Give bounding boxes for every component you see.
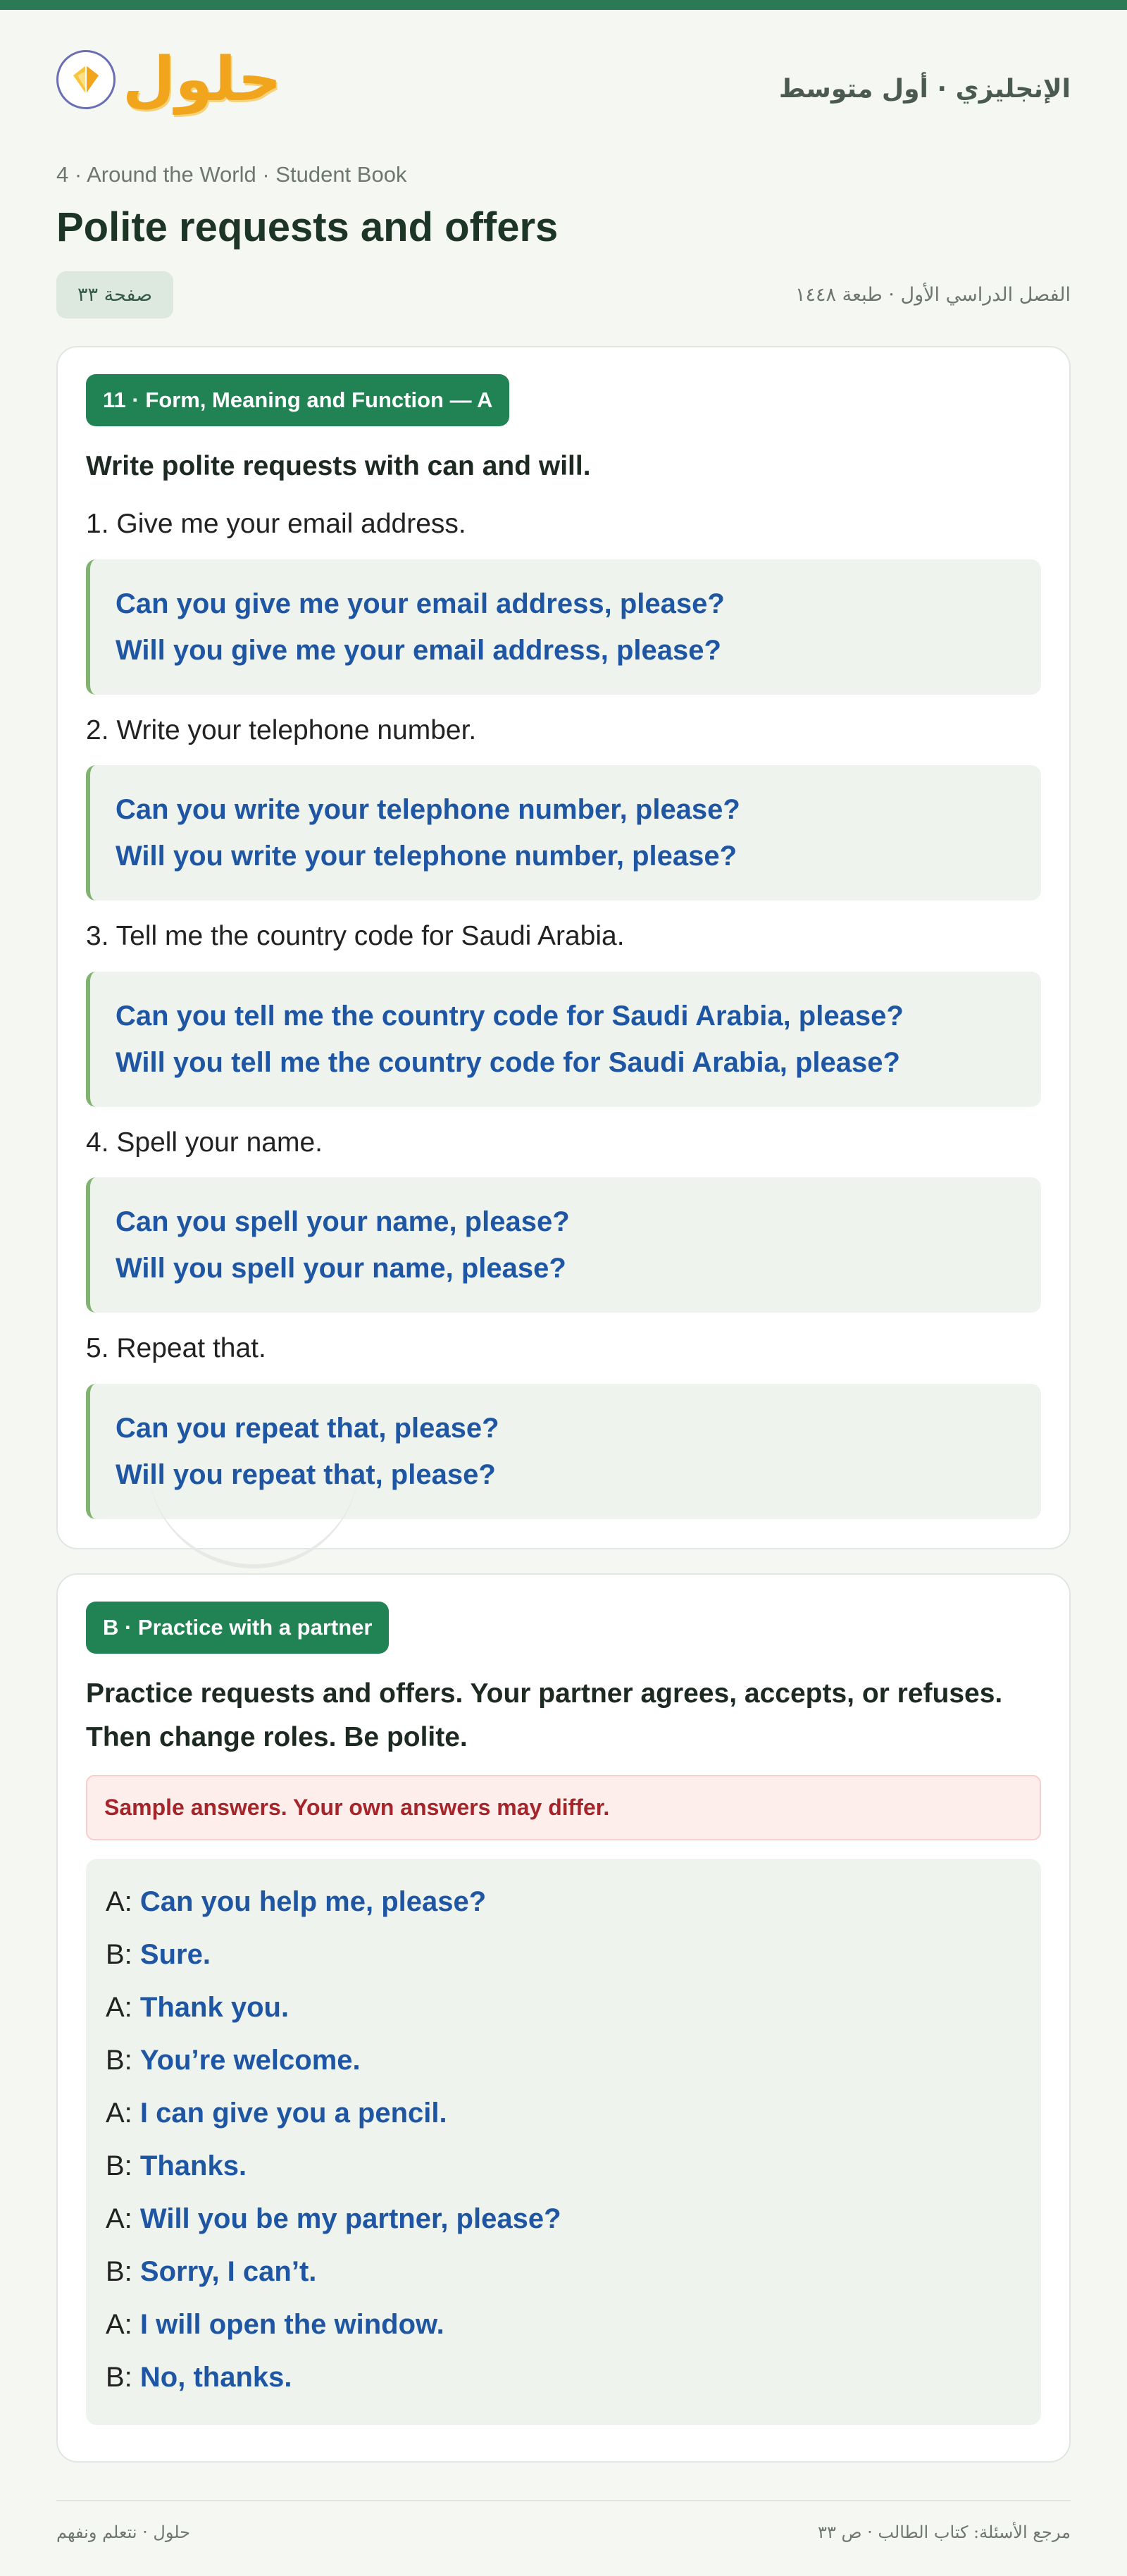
dialogue-answer: Sure. xyxy=(139,1939,211,1971)
dialogue-line xyxy=(106,2246,1021,2298)
meta-row xyxy=(56,271,1071,321)
speaker-label: A: xyxy=(106,2098,132,2129)
footer-reference: مرجع الأسئلة: كتاب الطالب · ص ٣٣ xyxy=(818,2522,1071,2542)
section-badge: B · Practice with a partner xyxy=(86,1602,389,1654)
speaker-label: A: xyxy=(106,1992,132,2024)
exercise-instruction: Practice requests and offers. Your partner agrees, accepts, or refuses. Then change roles. Be polite. xyxy=(86,1678,1003,1753)
dialogue-answer: Sorry, I can’t. xyxy=(139,2256,317,2288)
subject-title: الإنجليزي · أول متوسط xyxy=(778,75,1071,104)
answer-box xyxy=(86,559,1041,695)
footer-brand: حلول · نتعلم ونفهم xyxy=(56,2522,190,2542)
site-logo[interactable] xyxy=(56,44,282,115)
exercise-instruction: Write polite requests with can and will. xyxy=(86,450,591,481)
exercise-card-a xyxy=(56,346,1071,1549)
answer-box xyxy=(86,972,1041,1107)
page-header xyxy=(56,10,1071,151)
dialogue-answer: You’re welcome. xyxy=(139,2045,361,2076)
dialogue-answer: No, thanks. xyxy=(139,2362,292,2394)
speaker-label: B: xyxy=(106,2150,132,2182)
answer-line: Will you write your telephone number, please? xyxy=(116,841,737,872)
dialogue-answer: I can give you a pencil. xyxy=(139,2098,447,2129)
dialogue-line xyxy=(106,1876,1021,1928)
dialogue-answer: I will open the window. xyxy=(139,2309,444,2341)
sample-answers-note: Sample answers. Your own answers may differ. xyxy=(86,1775,1041,1840)
answer-box xyxy=(86,1177,1041,1313)
logo-wordmark: حلول xyxy=(123,44,282,115)
speaker-label: B: xyxy=(106,2256,132,2288)
exercise-card-b xyxy=(56,1573,1071,2463)
dialogue-line xyxy=(106,1981,1021,2034)
speaker-label: B: xyxy=(106,1939,132,1971)
dialogue-answer: Will you be my partner, please? xyxy=(139,2203,561,2235)
speaker-label: A: xyxy=(106,1886,132,1918)
book-logo-icon xyxy=(56,50,116,109)
dialogue-answer: Thank you. xyxy=(139,1992,289,2024)
question-item: 2. Write your telephone number. xyxy=(86,714,477,745)
dialogue-answer: Thanks. xyxy=(139,2150,247,2182)
speaker-label: B: xyxy=(106,2362,132,2394)
speaker-label: B: xyxy=(106,2045,132,2076)
page-title: Polite requests and offers xyxy=(56,204,559,250)
answer-line: Will you tell me the country code for Saudi Arabia, please? xyxy=(116,1046,900,1078)
dialogue-box xyxy=(86,1859,1041,2425)
answer-line: Can you repeat that, please? xyxy=(116,1412,499,1444)
answer-box xyxy=(86,765,1041,900)
page-footer xyxy=(56,2500,1071,2562)
dialogue-line xyxy=(106,2140,1021,2193)
page-number-pill[interactable]: صفحة ٣٣ xyxy=(56,271,173,318)
question-item: 4. Spell your name. xyxy=(86,1127,323,1158)
dialogue-line xyxy=(106,1928,1021,1981)
section-badge: 11 · Form, Meaning and Function — A xyxy=(86,374,509,426)
dialogue-line xyxy=(106,2298,1021,2351)
speaker-label: A: xyxy=(106,2203,132,2235)
dialogue-line xyxy=(106,2351,1021,2404)
dialogue-line xyxy=(106,2087,1021,2140)
breadcrumb: 4 · Around the World · Student Book xyxy=(56,162,407,187)
dialogue-line xyxy=(106,2193,1021,2246)
answer-line: Can you give me your email address, please? xyxy=(116,588,725,619)
answer-line: Can you spell your name, please? xyxy=(116,1206,570,1238)
speaker-label: A: xyxy=(106,2309,132,2341)
question-item: 3. Tell me the country code for Saudi Arabia. xyxy=(86,921,625,952)
answer-line: Can you write your telephone number, please? xyxy=(116,794,740,826)
answer-line: Can you tell me the country code for Saudi Arabia, please? xyxy=(116,1000,904,1032)
question-item: 5. Repeat that. xyxy=(86,1333,266,1364)
question-item: 1. Give me your email address. xyxy=(86,509,466,540)
answer-line: Will you give me your email address, please? xyxy=(116,634,721,666)
top-accent-bar xyxy=(0,0,1127,10)
page-container xyxy=(56,10,1071,2463)
semester-info: الفصل الدراسي الأول · طبعة ١٤٤٨ xyxy=(795,283,1071,306)
answer-line: Will you repeat that, please? xyxy=(116,1459,496,1490)
answer-line: Will you spell your name, please? xyxy=(116,1253,566,1284)
dialogue-answer: Can you help me, please? xyxy=(139,1886,487,1918)
dialogue-line xyxy=(106,2034,1021,2087)
